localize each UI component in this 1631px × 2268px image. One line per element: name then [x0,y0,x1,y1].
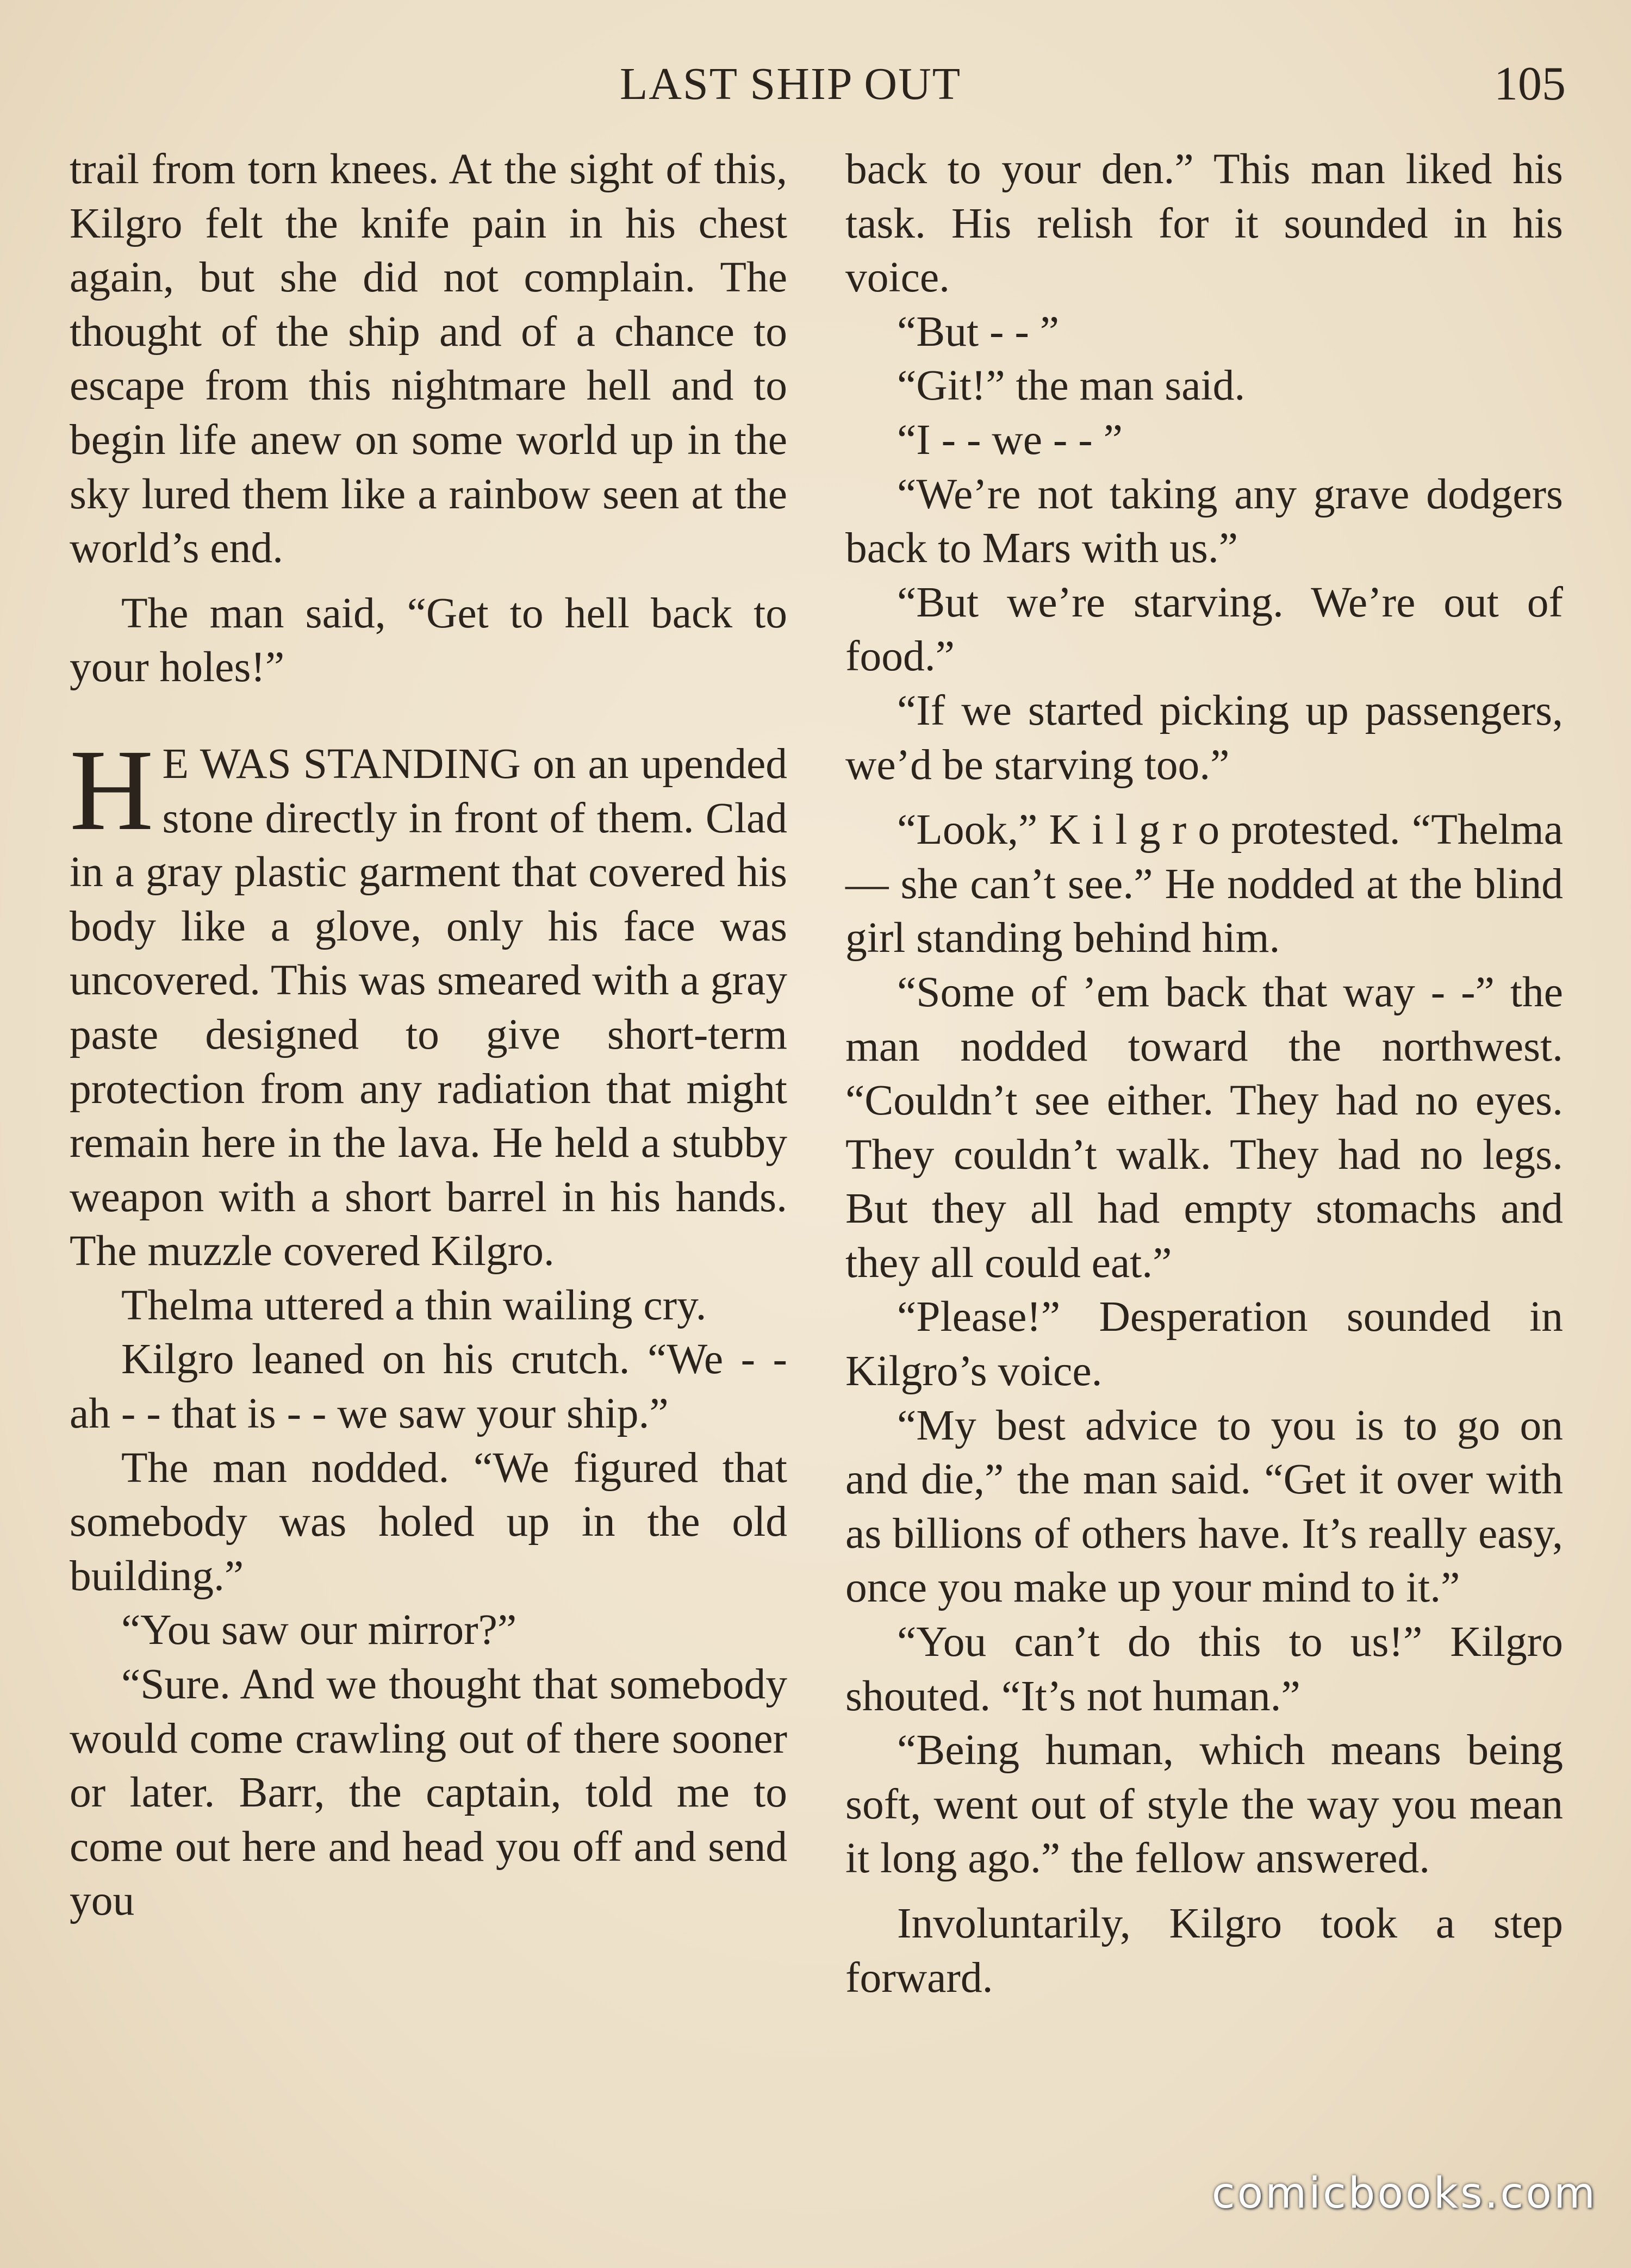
paragraph: “My best advice to you is to go on and die,” the man said. “Get it over with as billions of others have. It’s really easy, once you make up your mind to it.” [845,1401,1563,1612]
watermark-logo: comicbooks.com [1211,2169,1597,2218]
paragraph: Kilgro leaned on his crutch. “We - - ah - - that is - - we saw your ship.” [70,1335,787,1438]
paragraph: “Git!” the man said. [897,362,1246,410]
paragraph: Thelma uttered a thin wailing cry. [121,1281,707,1329]
paragraph: “If we started picking up passengers, we’d be starving too.” [845,686,1563,789]
running-title: LAST SHIP OUT [620,59,962,109]
paragraph: “Some of ’em back that way - -” the man nodded toward the northwest. “Couldn’t see either. They had no eyes. They couldn’t walk. They had no legs. But they all had empty stomachs and they all could eat.” [845,968,1563,1287]
paragraph: “We’re not taking any grave dodgers back to Mars with us.” [845,470,1563,572]
page-number: 105 [1494,58,1566,110]
running-head [0,54,1631,114]
paragraph: “You can’t do this to us!” Kilgro shouted. “It’s not human.” [845,1618,1563,1720]
paragraph: “Please!” Desperation sounded in Kilgro’s voice. [845,1293,1563,1395]
paragraph: Involuntarily, Kilgro took a step forward. [845,1899,1563,2002]
paragraph: “But we’re starving. We’re out of food.” [845,578,1563,681]
left-column [70,142,787,1928]
paragraph: “Sure. And we thought that somebody would come crawling out of there sooner or later. Barr, the captain, told me to come out here and head you off and send you [70,1660,787,1925]
paragraph: “Being human, which means being soft, went out of style the way you mean it long ago.” the fellow answered. [845,1726,1563,1883]
drop-cap: H [70,725,154,855]
paragraph: The man nodded. “We figured that somebody was holed up in the old building.” [70,1443,787,1600]
paragraph: “I - - we - - ” [897,415,1123,464]
paragraph: trail from torn knees. At the sight of this, Kilgro felt the knife pain in his chest again, but she did not complain. The thought of the ship and of a chance to escape from this nightmare hell and to begin life anew on some world up in the sky lured them like a rainbow seen at the world’s end. [70,145,787,572]
right-column [845,142,1563,2005]
paragraph: The man said, “Get to hell back to your holes!” [70,589,787,691]
paragraph-text: E WAS STANDING on an upended stone directly in front of them. Clad in a gray plastic garment that covered his body like a glove, only his face was uncovered. This was smeared with a gray paste designed to give short-term protection from any radiation that might remain here in the lava. He held a stubby weapon with a short barrel in his hands. The muzzle covered Kilgro. [70,739,787,1275]
paragraph: back to your den.” This man liked his task. His relish for it sounded in his voice. [845,145,1563,302]
paragraph: “You saw our mirror?” [121,1606,517,1654]
paragraph: “Look,” K i l g r o protested. “Thelma — she can’t see.” He nodded at the blind girl standing behind him. [845,806,1563,962]
section-opening-paragraph [70,725,787,1279]
paragraph: “But - - ” [897,307,1060,356]
